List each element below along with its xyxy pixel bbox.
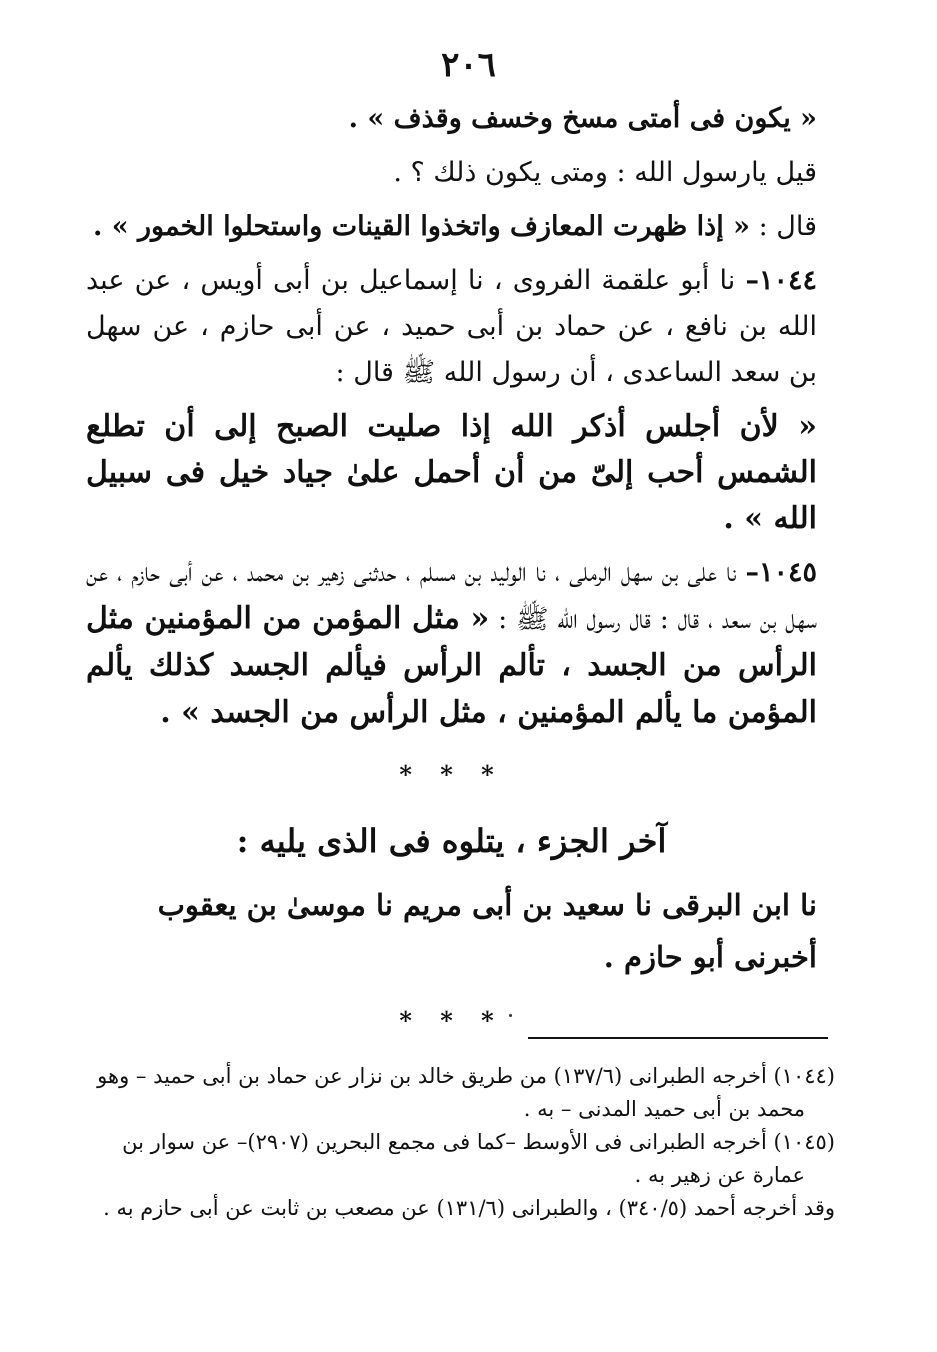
footnote-1044-line-1: (١٠٤٤) أخرجه الطبرانى (١٣٧/٦) من طريق خالد بن نزار عن حماد بن أبى حميد – وهو bbox=[97, 1064, 835, 1088]
page-number: ٢٠٦ bbox=[441, 45, 496, 85]
footnote-divider bbox=[528, 1037, 828, 1039]
next-part-chain: نا ابن البرقى نا سعيد بن أبى مريم نا موسىٰ بن يعقوب أخبرنى أبو حازم . bbox=[157, 888, 817, 974]
footnote-1045-line-3: وقد أخرجه أحمد (٣٤٠/٥) ، والطبرانى (١٣١/٦) عن مصعب بن ثابت عن أبى حازم به . bbox=[103, 1196, 835, 1220]
hadith-1045-matn: « مثل المؤمن من المؤمنين مثل الرأس من الجسد ، تألم الرأس فيألم الجسد كذلك يألم المؤمن ما يألم المؤمنين ، مثل الرأس من الجسد » . bbox=[86, 601, 817, 730]
hadith-1044-number: ١٠٤٤– bbox=[745, 265, 817, 296]
question-text: قيل يارسول الله : ومتى يكون ذلك ؟ . bbox=[393, 157, 817, 188]
hadith-1045 bbox=[86, 550, 817, 737]
separator-stars-1: * * * bbox=[399, 760, 504, 789]
hadith-text-1: « يكون فى أمتى مسخ وخسف وقذف » . bbox=[348, 103, 817, 134]
hadith-1044-matn: « لأن أجلس أذكر الله إذا صليت الصبح إلى أن تطلع الشمس أحب إلىّ من أن أحمل علىٰ جياد خيل فى سبيل الله » . bbox=[86, 409, 817, 536]
footnotes bbox=[86, 1060, 835, 1225]
footnote-1045-line-2: عمارة عن زهير به . bbox=[634, 1163, 805, 1187]
answer-quote: « إذا ظهرت المعازف واتخذوا القينات واستحلوا الخمور » . bbox=[92, 211, 750, 242]
footnote-1045-line-1: (١٠٤٥) أخرجه الطبرانى فى الأوسط –كما فى مجمع البحرين (٢٩٠٧)– عن سوار بن bbox=[122, 1130, 835, 1154]
answer-text bbox=[86, 204, 817, 250]
hadith-1045-number: ١٠٤٥– bbox=[745, 557, 817, 588]
footnote-1044-line-2: محمد بن أبى حميد المدنى – به . bbox=[523, 1097, 805, 1121]
main-text bbox=[86, 96, 817, 1059]
end-of-part-heading: آخر الجزء ، يتلوه فى الذى يليه : bbox=[236, 822, 667, 860]
hadith-1045-isnad: نا على بن سهل الرملى ، نا الوليد بن مسلم ، حدثنى زهير بن محمد ، عن أبى حازم ، عن سهل بن سعد ، قال : قال رسول الله ﷺ : bbox=[86, 557, 818, 635]
separator-stars-2: * * * bbox=[399, 1006, 504, 1035]
stray-dot bbox=[509, 1014, 512, 1017]
hadith-1044-chain bbox=[86, 258, 817, 396]
answer-prefix: قال : bbox=[749, 211, 817, 242]
hadith-1044-isnad: نا أبو علقمة الفروى ، نا إسماعيل بن أبى أويس ، عن عبد الله بن نافع ، عن حماد بن أبى حميد ، عن أبى حازم ، عن سهل بن سعد الساعدى ، أن رسول الله ﷺ قال : bbox=[86, 265, 817, 388]
